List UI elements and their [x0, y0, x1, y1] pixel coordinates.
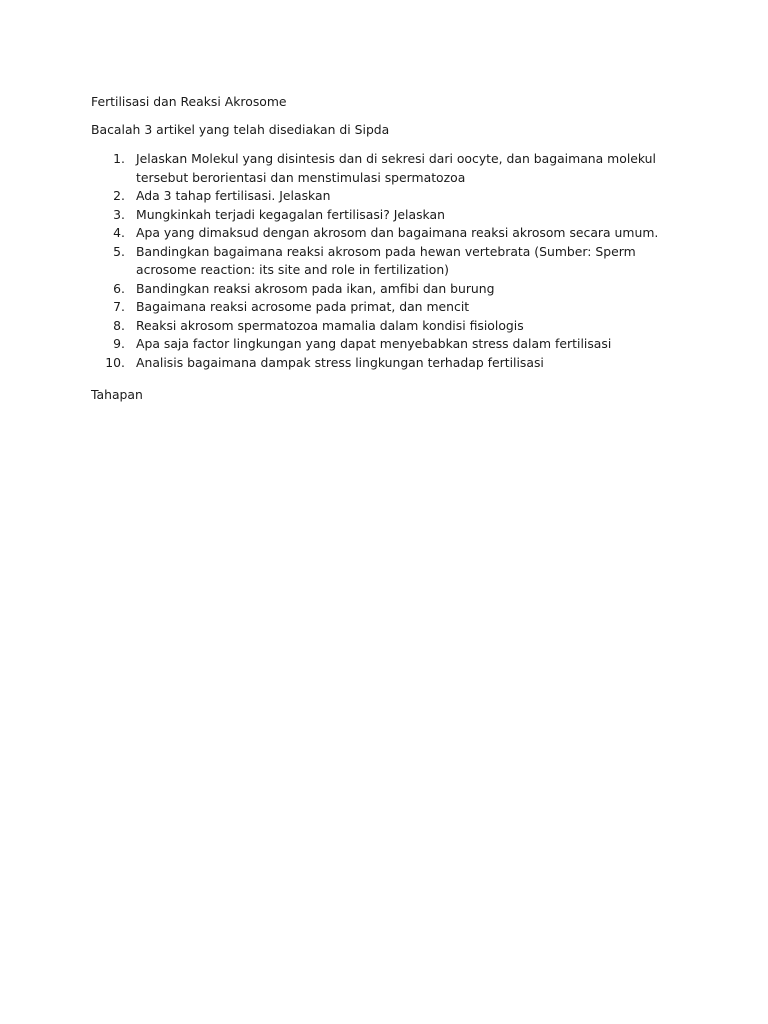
question-text: Apa saja factor lingkungan yang dapat menyebabkan stress dalam fertilisasi	[136, 336, 612, 351]
section-heading: Tahapan	[91, 387, 143, 402]
question-item	[91, 298, 681, 317]
question-text: Mungkinkah terjadi kegagalan fertilisasi? Jelaskan	[136, 206, 445, 222]
question-number: 1.	[113, 151, 125, 166]
instruction-text: Bacalah 3 artikel yang telah disediakan di Sipda	[91, 122, 390, 137]
question-text: Bandingkan reaksi akrosom pada ikan, amfibi dan burung	[136, 280, 495, 296]
question-number: 5.	[113, 243, 125, 259]
question-item	[91, 354, 681, 373]
question-item	[91, 335, 681, 354]
question-list	[91, 150, 681, 372]
question-text: Bagaimana reaksi acrosome pada primat, dan mencit	[136, 299, 470, 314]
question-text: Reaksi akrosom spermatozoa mamalia dalam kondisi fisiologis	[136, 317, 524, 333]
question-number: 8.	[113, 317, 125, 333]
question-item	[91, 206, 681, 225]
question-item	[91, 317, 681, 336]
question-number: 10.	[105, 354, 125, 370]
question-text: Apa yang dimaksud dengan akrosom dan bagaimana reaksi akrosom secara umum.	[136, 225, 659, 240]
question-item	[91, 280, 681, 299]
question-item	[91, 224, 681, 243]
question-text: Ada 3 tahap fertilisasi. Jelaskan	[136, 188, 331, 203]
question-number: 2.	[113, 188, 125, 203]
question-item	[91, 150, 681, 187]
question-item	[91, 187, 681, 206]
question-number: 4.	[113, 225, 125, 240]
document-title: Fertilisasi dan Reaksi Akrosome	[91, 94, 287, 109]
question-text: Analisis bagaimana dampak stress lingkungan terhadap fertilisasi	[136, 354, 544, 370]
question-number: 9.	[113, 336, 125, 351]
question-number: 7.	[113, 299, 125, 314]
question-item	[91, 243, 681, 280]
question-text: Jelaskan Molekul yang disintesis dan di sekresi dari oocyte, dan bagaimana molekul tersebut berorientasi dan menstimulasi spermatozoa	[136, 151, 656, 185]
question-number: 3.	[113, 206, 125, 222]
question-number: 6.	[113, 280, 125, 296]
question-text: Bandingkan bagaimana reaksi akrosom pada hewan vertebrata (Sumber: Sperm acrosome reaction: its site and role in fertilization)	[136, 243, 636, 277]
